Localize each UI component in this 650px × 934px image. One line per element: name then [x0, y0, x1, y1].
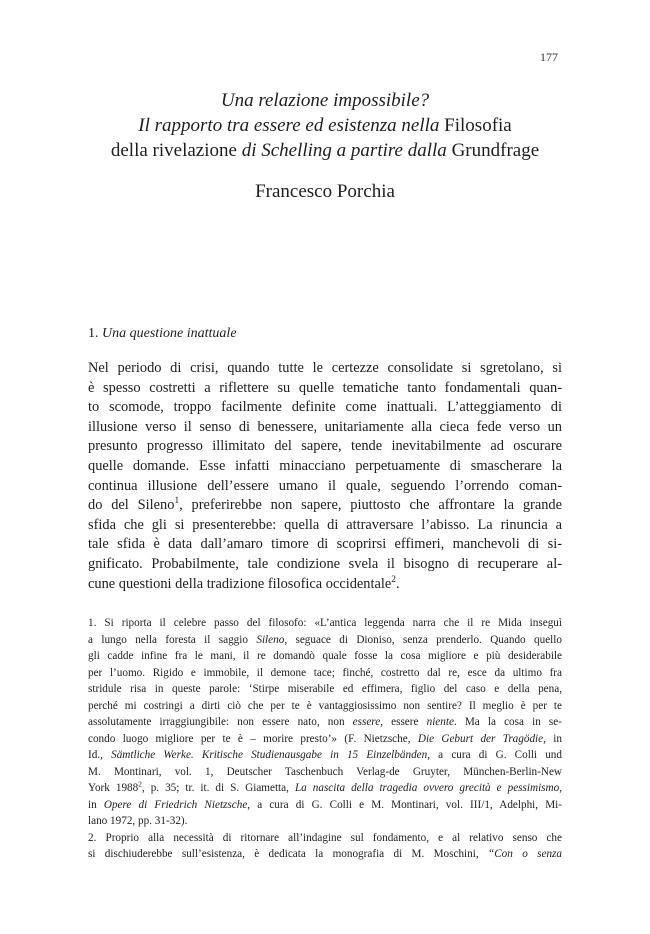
- body-line: cune questioni della tradizione filosofica occidentale$^2$.: [88, 574, 400, 592]
- body-line: do del Sileno$^1$, preferirebbe non sapere, piuttosto che affrontare la grande: [88, 496, 562, 514]
- body-line: è spesso costretti a riflettere su quelle tematiche tanto fondamentali quan-: [88, 379, 562, 396]
- footnote-line: si dischiuderebbe sull’esistenza, è dedicata la monografia di M. Moschini, “Con o senza: [88, 848, 562, 860]
- footnote-line: condo luogo migliore per te è – morire presto’» (F. Nietzsche, Die Geburt der Tragödie, in: [88, 732, 563, 745]
- footnote-line: perché mi costringi a dirti ciò che per te è vantaggiosissimo non sentire? Il meglio è per te: [88, 699, 562, 712]
- section-title: Una questione inattuale: [102, 326, 237, 341]
- section-heading: [88, 326, 237, 342]
- body-line: quelle domande. Esse infatti minacciano perpetuamente di smascherare la: [88, 457, 562, 474]
- body-line: to scomode, troppo facilmente definite come inattuali. L’atteggiamento di: [88, 399, 562, 416]
- footnote-line: M. Montinari, vol. 1, Deutscher Taschenbuch Verlag-de Gruyter, München-Berlin-New: [88, 765, 562, 778]
- title-line-2: Il rapporto tra essere ed esistenza nella Filosofia: [138, 115, 512, 136]
- title-line-3: della rivelazione di Schelling a partire dalla Grundfrage: [110, 140, 540, 161]
- footnote-line: per l’uomo. Rigido e immobile, il demone tace; finché, costretto dal re, esce da ultimo fra: [88, 666, 562, 679]
- footnotes: [88, 615, 562, 863]
- body-line: presunto progresso illimitato del sapere, tende inevitabilmente ad oscurare: [88, 438, 562, 455]
- footnote-line: Id., Sämtliche Werke. Kritische Studienausgabe in 15 Einzelbänden, a cura di G. Colli und: [88, 749, 562, 761]
- footnote-line: in Opere di Friedrich Nietzsche, a cura di G. Colli e M. Montinari, vol. III/1, Adelphi, Mi-: [88, 798, 563, 811]
- footnote-ref-1[interactable]: 1: [174, 496, 180, 507]
- body-line: tale sfida è data dall’amaro timore di scoprirsi effimeri, manchevoli di si-: [88, 536, 562, 553]
- title-line-1: Una relazione impossibile?: [220, 90, 430, 111]
- section-number: 1.: [88, 326, 99, 341]
- body-line: Nel periodo di crisi, quando tutte le certezze consolidate si sgretolano, si: [88, 360, 562, 376]
- page-number: 177: [540, 50, 558, 64]
- footnote-line: 2. Proprio alla necessità di ritornare all’indagine sul fondamento, e al relativo senso che: [88, 831, 562, 844]
- body-line: illusione verso il senso di benessere, unitariamente alla cieca fede verso un: [88, 418, 562, 435]
- body-line: gnificato. Probabilmente, tale condizione svela il bisogno di recuperare al-: [88, 555, 562, 572]
- body-paragraph: [88, 359, 562, 594]
- article-title: [80, 88, 570, 163]
- footnote-line: lano 1972, pp. 31-32).: [88, 815, 188, 827]
- footnote-ref-2[interactable]: 2: [391, 574, 396, 585]
- footnote-line: gli cadde infine fra le mani, il re domandò quale fosse la cosa migliore e più desiderabile: [88, 650, 562, 662]
- body-line: sfida che gli si presenterebbe: quella di attraversare l’abisso. La rinuncia a: [88, 516, 562, 533]
- author-name: Francesco Porchia: [255, 181, 395, 202]
- footnote-line: assolutamente irraggiungibile: non essere nato, non essere, essere niente. Ma la cosa in se-: [88, 716, 562, 728]
- footnote-line: a lungo nella foresta il saggio Sileno, seguace di Dioniso, senza prenderlo. Quando quello: [88, 633, 562, 646]
- footnote-line: York 1988$^2$, p. 35; tr. it. di S. Giametta, La nascita della tragedia ovvero grecità e pessimismo,: [88, 780, 563, 794]
- footnote-line: stridule risa in queste parole: ‘Stirpe miserabile ed effimera, figlio del caso e della pena,: [88, 683, 562, 695]
- body-line: continua illusione dell’essere umano il quale, seguendo l’orrendo coman-: [88, 477, 562, 494]
- footnote-line: 1. Si riporta il celebre passo del filosofo: «L’antica leggenda narra che il re Mida inseguì: [88, 617, 562, 629]
